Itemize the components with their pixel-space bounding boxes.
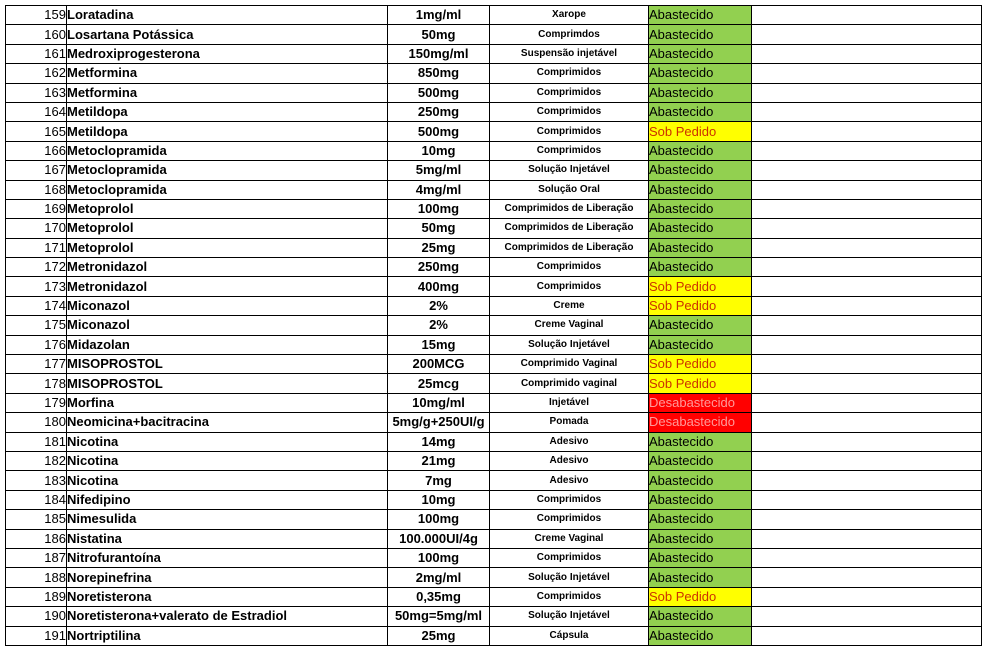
table-row xyxy=(6,44,982,63)
status-cell[interactable]: Abastecido xyxy=(649,199,752,218)
table-row xyxy=(6,335,982,354)
presentation-cell[interactable]: Comprimidos de Liberação xyxy=(490,219,649,238)
row-number-cell[interactable]: 180 xyxy=(6,413,67,432)
empty-cell[interactable] xyxy=(752,44,982,63)
row-number-cell[interactable]: 181 xyxy=(6,432,67,451)
dosage-cell[interactable]: 500mg xyxy=(388,83,490,102)
empty-cell[interactable] xyxy=(752,568,982,587)
medication-name-cell[interactable]: Losartana Potássica xyxy=(67,25,388,44)
table-row xyxy=(6,393,982,412)
dosage-cell[interactable]: 10mg xyxy=(388,141,490,160)
medication-name-cell[interactable]: Noretisterona+valerato de Estradiol xyxy=(67,607,388,626)
table-row xyxy=(6,432,982,451)
medication-name-cell[interactable]: Metildopa xyxy=(67,122,388,141)
dosage-cell[interactable]: 25mcg xyxy=(388,374,490,393)
presentation-cell[interactable]: Comprimidos xyxy=(490,587,649,606)
empty-cell[interactable] xyxy=(752,626,982,645)
presentation-cell[interactable]: Adesivo xyxy=(490,471,649,490)
medication-name-cell[interactable]: Midazolan xyxy=(67,335,388,354)
presentation-cell[interactable]: Pomada xyxy=(490,413,649,432)
dosage-cell[interactable]: 15mg xyxy=(388,335,490,354)
presentation-cell[interactable]: Cápsula xyxy=(490,626,649,645)
dosage-cell[interactable]: 1mg/ml xyxy=(388,6,490,25)
medication-name-cell[interactable]: Nicotina xyxy=(67,432,388,451)
dosage-cell[interactable]: 250mg xyxy=(388,258,490,277)
empty-cell[interactable] xyxy=(752,510,982,529)
table-row xyxy=(6,374,982,393)
presentation-cell[interactable]: Creme Vaginal xyxy=(490,529,649,548)
presentation-cell[interactable]: Adesivo xyxy=(490,451,649,470)
status-cell[interactable]: Abastecido xyxy=(649,548,752,567)
empty-cell[interactable] xyxy=(752,180,982,199)
row-number-cell[interactable]: 190 xyxy=(6,607,67,626)
status-cell[interactable]: Abastecido xyxy=(649,6,752,25)
table-row xyxy=(6,258,982,277)
medication-name-cell[interactable]: Nicotina xyxy=(67,451,388,470)
dosage-cell[interactable]: 100.000UI/4g xyxy=(388,529,490,548)
presentation-cell[interactable]: Comprimidos xyxy=(490,510,649,529)
medication-name-cell[interactable]: Nifedipino xyxy=(67,490,388,509)
table-row xyxy=(6,471,982,490)
status-cell[interactable]: Abastecido xyxy=(649,316,752,335)
empty-cell[interactable] xyxy=(752,141,982,160)
empty-cell[interactable] xyxy=(752,413,982,432)
table-body xyxy=(6,6,982,646)
row-number-cell[interactable]: 174 xyxy=(6,296,67,315)
row-number-cell[interactable]: 161 xyxy=(6,44,67,63)
presentation-cell[interactable]: Solução Injetável xyxy=(490,161,649,180)
row-number-cell[interactable]: 184 xyxy=(6,490,67,509)
status-cell[interactable]: Abastecido xyxy=(649,141,752,160)
empty-cell[interactable] xyxy=(752,64,982,83)
status-cell[interactable]: Abastecido xyxy=(649,490,752,509)
empty-cell[interactable] xyxy=(752,490,982,509)
medication-name-cell[interactable]: Metoclopramida xyxy=(67,180,388,199)
empty-cell[interactable] xyxy=(752,83,982,102)
status-cell[interactable]: Sob Pedido xyxy=(649,587,752,606)
dosage-cell[interactable]: 850mg xyxy=(388,64,490,83)
table-row xyxy=(6,607,982,626)
dosage-cell[interactable]: 25mg xyxy=(388,626,490,645)
row-number-cell[interactable]: 176 xyxy=(6,335,67,354)
table-row xyxy=(6,219,982,238)
row-number-cell[interactable]: 185 xyxy=(6,510,67,529)
medication-name-cell[interactable]: MISOPROSTOL xyxy=(67,355,388,374)
presentation-cell[interactable]: Adesivo xyxy=(490,432,649,451)
presentation-cell[interactable]: Comprimido Vaginal xyxy=(490,355,649,374)
presentation-cell[interactable]: Xarope xyxy=(490,6,649,25)
dosage-cell[interactable]: 25mg xyxy=(388,238,490,257)
status-cell[interactable]: Abastecido xyxy=(649,25,752,44)
dosage-cell[interactable]: 4mg/ml xyxy=(388,180,490,199)
table-row xyxy=(6,548,982,567)
table-row xyxy=(6,277,982,296)
presentation-cell[interactable]: Solução Injetável xyxy=(490,607,649,626)
empty-cell[interactable] xyxy=(752,432,982,451)
presentation-cell[interactable]: Comprimdos xyxy=(490,25,649,44)
row-number-cell[interactable]: 187 xyxy=(6,548,67,567)
table-row xyxy=(6,199,982,218)
table-row xyxy=(6,568,982,587)
empty-cell[interactable] xyxy=(752,393,982,412)
status-cell[interactable]: Abastecido xyxy=(649,432,752,451)
table-row xyxy=(6,180,982,199)
medication-name-cell[interactable]: Nistatina xyxy=(67,529,388,548)
medication-name-cell[interactable]: Morfina xyxy=(67,393,388,412)
dosage-cell[interactable]: 7mg xyxy=(388,471,490,490)
row-number-cell[interactable]: 162 xyxy=(6,64,67,83)
dosage-cell[interactable]: 100mg xyxy=(388,548,490,567)
empty-cell[interactable] xyxy=(752,316,982,335)
row-number-cell[interactable]: 186 xyxy=(6,529,67,548)
table-row xyxy=(6,6,982,25)
row-number-cell[interactable]: 160 xyxy=(6,25,67,44)
empty-cell[interactable] xyxy=(752,471,982,490)
empty-cell[interactable] xyxy=(752,199,982,218)
row-number-cell[interactable]: 165 xyxy=(6,122,67,141)
presentation-cell[interactable]: Comprimidos xyxy=(490,102,649,121)
empty-cell[interactable] xyxy=(752,587,982,606)
empty-cell[interactable] xyxy=(752,548,982,567)
status-cell[interactable]: Abastecido xyxy=(649,529,752,548)
row-number-cell[interactable]: 178 xyxy=(6,374,67,393)
row-number-cell[interactable]: 188 xyxy=(6,568,67,587)
presentation-cell[interactable]: Creme Vaginal xyxy=(490,316,649,335)
status-cell[interactable]: Sob Pedido xyxy=(649,296,752,315)
status-cell[interactable]: Abastecido xyxy=(649,335,752,354)
dosage-cell[interactable]: 100mg xyxy=(388,510,490,529)
medication-name-cell[interactable]: Neomicina+bacitracina xyxy=(67,413,388,432)
dosage-cell[interactable]: 0,35mg xyxy=(388,587,490,606)
table-row xyxy=(6,355,982,374)
status-cell[interactable]: Abastecido xyxy=(649,607,752,626)
dosage-cell[interactable]: 5mg/g+250UI/g xyxy=(388,413,490,432)
dosage-cell[interactable]: 2mg/ml xyxy=(388,568,490,587)
status-cell[interactable]: Abastecido xyxy=(649,258,752,277)
empty-cell[interactable] xyxy=(752,355,982,374)
medication-name-cell[interactable]: Metronidazol xyxy=(67,258,388,277)
presentation-cell[interactable]: Comprimidos xyxy=(490,548,649,567)
dosage-cell[interactable]: 100mg xyxy=(388,199,490,218)
status-cell[interactable]: Abastecido xyxy=(649,83,752,102)
row-number-cell[interactable]: 182 xyxy=(6,451,67,470)
empty-cell[interactable] xyxy=(752,161,982,180)
status-cell[interactable]: Sob Pedido xyxy=(649,122,752,141)
status-cell[interactable]: Abastecido xyxy=(649,471,752,490)
table-row xyxy=(6,490,982,509)
row-number-cell[interactable]: 172 xyxy=(6,258,67,277)
medication-name-cell[interactable]: Nitrofurantoína xyxy=(67,548,388,567)
row-number-cell[interactable]: 191 xyxy=(6,626,67,645)
dosage-cell[interactable]: 2% xyxy=(388,296,490,315)
table-row xyxy=(6,64,982,83)
medication-name-cell[interactable]: Metoprolol xyxy=(67,199,388,218)
medication-name-cell[interactable]: Nicotina xyxy=(67,471,388,490)
dosage-cell[interactable]: 21mg xyxy=(388,451,490,470)
status-cell[interactable]: Abastecido xyxy=(649,219,752,238)
table-row xyxy=(6,161,982,180)
table-row xyxy=(6,529,982,548)
status-cell[interactable]: Abastecido xyxy=(649,44,752,63)
empty-cell[interactable] xyxy=(752,529,982,548)
row-number-cell[interactable]: 163 xyxy=(6,83,67,102)
row-number-cell[interactable]: 164 xyxy=(6,102,67,121)
medication-name-cell[interactable]: Noretisterona xyxy=(67,587,388,606)
table-row xyxy=(6,238,982,257)
dosage-cell[interactable]: 150mg/ml xyxy=(388,44,490,63)
row-number-cell[interactable]: 175 xyxy=(6,316,67,335)
medication-name-cell[interactable]: Loratadina xyxy=(67,6,388,25)
status-cell[interactable]: Desabastecido xyxy=(649,413,752,432)
status-cell[interactable]: Abastecido xyxy=(649,510,752,529)
status-cell[interactable]: Sob Pedido xyxy=(649,277,752,296)
row-number-cell[interactable]: 169 xyxy=(6,199,67,218)
table-row xyxy=(6,141,982,160)
empty-cell[interactable] xyxy=(752,335,982,354)
table-row xyxy=(6,122,982,141)
status-cell[interactable]: Abastecido xyxy=(649,451,752,470)
empty-cell[interactable] xyxy=(752,374,982,393)
row-number-cell[interactable]: 177 xyxy=(6,355,67,374)
medication-name-cell[interactable]: Miconazol xyxy=(67,296,388,315)
dosage-cell[interactable]: 14mg xyxy=(388,432,490,451)
empty-cell[interactable] xyxy=(752,6,982,25)
medication-stock-table xyxy=(5,5,982,646)
dosage-cell[interactable]: 10mg/ml xyxy=(388,393,490,412)
medication-name-cell[interactable]: Metformina xyxy=(67,83,388,102)
row-number-cell[interactable]: 179 xyxy=(6,393,67,412)
empty-cell[interactable] xyxy=(752,219,982,238)
row-number-cell[interactable]: 159 xyxy=(6,6,67,25)
empty-cell[interactable] xyxy=(752,122,982,141)
table-row xyxy=(6,510,982,529)
dosage-cell[interactable]: 5mg/ml xyxy=(388,161,490,180)
empty-cell[interactable] xyxy=(752,451,982,470)
medication-name-cell[interactable]: Nimesulida xyxy=(67,510,388,529)
empty-cell[interactable] xyxy=(752,102,982,121)
row-number-cell[interactable]: 173 xyxy=(6,277,67,296)
empty-cell[interactable] xyxy=(752,277,982,296)
status-cell[interactable]: Abastecido xyxy=(649,161,752,180)
medication-name-cell[interactable]: Metronidazol xyxy=(67,277,388,296)
table-row xyxy=(6,626,982,645)
empty-cell[interactable] xyxy=(752,25,982,44)
dosage-cell[interactable]: 2% xyxy=(388,316,490,335)
medication-name-cell[interactable]: Metoprolol xyxy=(67,219,388,238)
presentation-cell[interactable]: Comprimidos xyxy=(490,83,649,102)
presentation-cell[interactable]: Comprimidos xyxy=(490,258,649,277)
row-number-cell[interactable]: 189 xyxy=(6,587,67,606)
presentation-cell[interactable]: Comprimidos xyxy=(490,277,649,296)
dosage-cell[interactable]: 500mg xyxy=(388,122,490,141)
status-cell[interactable]: Abastecido xyxy=(649,568,752,587)
presentation-cell[interactable]: Comprimidos de Liberação xyxy=(490,238,649,257)
table-row xyxy=(6,316,982,335)
presentation-cell[interactable]: Solução Oral xyxy=(490,180,649,199)
table-row xyxy=(6,451,982,470)
row-number-cell[interactable]: 171 xyxy=(6,238,67,257)
table-row xyxy=(6,25,982,44)
presentation-cell[interactable]: Comprimidos xyxy=(490,490,649,509)
status-cell[interactable]: Desabastecido xyxy=(649,393,752,412)
table-row xyxy=(6,296,982,315)
status-cell[interactable]: Abastecido xyxy=(649,64,752,83)
status-cell[interactable]: Abastecido xyxy=(649,626,752,645)
empty-cell[interactable] xyxy=(752,296,982,315)
presentation-cell[interactable]: Injetável xyxy=(490,393,649,412)
medication-name-cell[interactable]: Metoprolol xyxy=(67,238,388,257)
status-cell[interactable]: Abastecido xyxy=(649,238,752,257)
empty-cell[interactable] xyxy=(752,258,982,277)
row-number-cell[interactable]: 167 xyxy=(6,161,67,180)
table-row xyxy=(6,83,982,102)
presentation-cell[interactable]: Comprimido vaginal xyxy=(490,374,649,393)
status-cell[interactable]: Sob Pedido xyxy=(649,355,752,374)
table-row xyxy=(6,587,982,606)
status-cell[interactable]: Abastecido xyxy=(649,102,752,121)
medication-name-cell[interactable]: Miconazol xyxy=(67,316,388,335)
presentation-cell[interactable]: Solução Injetável xyxy=(490,568,649,587)
medication-name-cell[interactable]: Metoclopramida xyxy=(67,141,388,160)
row-number-cell[interactable]: 183 xyxy=(6,471,67,490)
status-cell[interactable]: Abastecido xyxy=(649,180,752,199)
row-number-cell[interactable]: 170 xyxy=(6,219,67,238)
row-number-cell[interactable]: 168 xyxy=(6,180,67,199)
presentation-cell[interactable]: Suspensão injetável xyxy=(490,44,649,63)
dosage-cell[interactable]: 250mg xyxy=(388,102,490,121)
medication-name-cell[interactable]: Medroxiprogesterona xyxy=(67,44,388,63)
dosage-cell[interactable]: 50mg xyxy=(388,25,490,44)
empty-cell[interactable] xyxy=(752,238,982,257)
presentation-cell[interactable]: Comprimidos de Liberação xyxy=(490,199,649,218)
medication-name-cell[interactable]: Metildopa xyxy=(67,102,388,121)
dosage-cell[interactable]: 50mg=5mg/ml xyxy=(388,607,490,626)
presentation-cell[interactable]: Solução Injetável xyxy=(490,335,649,354)
table-row xyxy=(6,413,982,432)
table-row xyxy=(6,102,982,121)
medication-name-cell[interactable]: Metoclopramida xyxy=(67,161,388,180)
dosage-cell[interactable]: 50mg xyxy=(388,219,490,238)
medication-name-cell[interactable]: Metformina xyxy=(67,64,388,83)
dosage-cell[interactable]: 10mg xyxy=(388,490,490,509)
medication-name-cell[interactable]: Norepinefrina xyxy=(67,568,388,587)
presentation-cell[interactable]: Creme xyxy=(490,296,649,315)
dosage-cell[interactable]: 400mg xyxy=(388,277,490,296)
empty-cell[interactable] xyxy=(752,607,982,626)
row-number-cell[interactable]: 166 xyxy=(6,141,67,160)
presentation-cell[interactable]: Comprimidos xyxy=(490,122,649,141)
presentation-cell[interactable]: Comprimidos xyxy=(490,141,649,160)
medication-name-cell[interactable]: MISOPROSTOL xyxy=(67,374,388,393)
dosage-cell[interactable]: 200MCG xyxy=(388,355,490,374)
presentation-cell[interactable]: Comprimidos xyxy=(490,64,649,83)
status-cell[interactable]: Sob Pedido xyxy=(649,374,752,393)
medication-name-cell[interactable]: Nortriptilina xyxy=(67,626,388,645)
